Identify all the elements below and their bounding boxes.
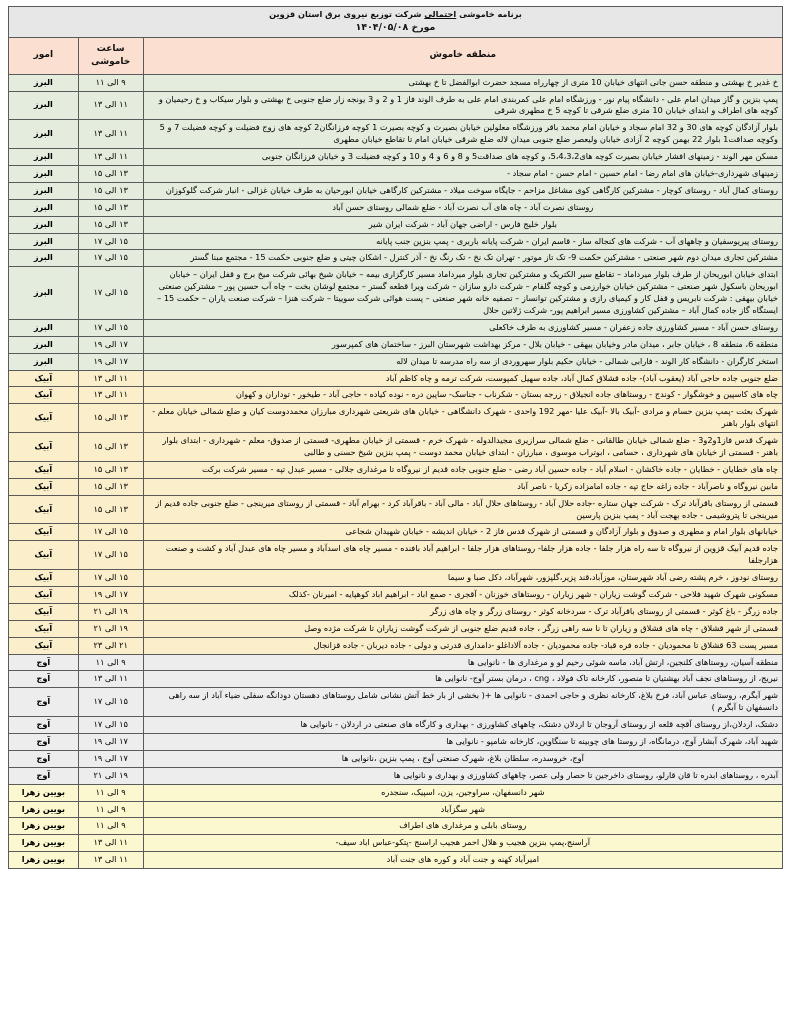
cell-region: استخر کارگران - دانشگاه کار الوند - فارابی شمالی - خیابان حکیم بلوار سهروردی از سه راه مدرسه تا میدان لاله [143,353,782,370]
cell-region: روستای کمال آباد - روستای کوچار - مشترکین کارگاهی کوی مشاغل مزاحم - جایگاه سوخت میلاد - مشترکین کارگاهی خیابان ابورحیان به طرف خیابان غزالی - انبار شرکت گلوکوزان [143,182,782,199]
cell-department: آبیک [9,478,79,495]
cell-time: ۹ الی ۱۱ [78,654,143,671]
cell-region: آراسنج،پمپ بنزین هجیب و هلال احمر هجیب اراسنج -پتکو-عباس اباد سیف- [143,835,782,852]
cell-region: مسکن مهر الوند - زمینهای افشار خیابان بصیرت کوچه های5،4،3،2، و کوچه های صداقت5 و 8 و 6 و 4 و 10 و کوچه فضیلت 3 و خیابان فرزانگان جنوبی [143,149,782,166]
table-row [9,91,783,120]
cell-region: منطقه آسیان، روستاهای کلنجین، ارتش آباد، ماسه شوئی رحیم لو و مرغداری ها - نانوایی ها [143,654,782,671]
cell-region: شهرک بعثت -پمپ بنزین حسام و مرادی -آبیک بالا -آبیک علیا -مهر 192 واحدی - شهرک دانشگاهی - خیابان های شریعتی شهرداری مبارزان محمددوست کیان و ضلع شمالی خیابان معلم - انتهای بلوار باهنر [143,404,782,433]
cell-department: آبیک [9,541,79,570]
table-row [9,495,783,524]
cell-department: آبیک [9,603,79,620]
cell-time: ۹ الی ۱۱ [78,74,143,91]
cell-department: آوج [9,734,79,751]
column-header-row [9,37,783,74]
cell-region: مسکونی شهرک شهید فلاحی - شرکت گوشت زیاران - شهر زیاران - روستاهای خوزنان - آقجری - صمع اباد - ابراهیم اباد کوهپایه - امیرنان -کذلک [143,587,782,604]
cell-time: ۱۹ الی ۲۱ [78,620,143,637]
table-row [9,637,783,654]
table-row [9,784,783,801]
cell-time: ۱۵ الی ۱۷ [78,541,143,570]
cell-department: آبیک [9,461,79,478]
cell-region: نیریج، از روستاهای نجف آباد بهشتیان تا منصور، کارخانه تاک فولاد ، cng ، درمان بستر آوج- نانوایی ها [143,671,782,688]
cell-department: آبیک [9,637,79,654]
cell-region: روستای پیریوسفیان و چاههای آب - شرکت های کنجاله ساز - قاسم ایران - شرکت پایانه باربری - پمپ بنزین جنب پایانه [143,233,782,250]
outage-rows [9,74,783,869]
cell-region: مسیر پست 63 قشلاق تا محمودیان - جاده فره قباد- جاده محمودیان - جاده آلاداغلو -دامداری قدرتی و دولی - جاده دیربان - جاده قزانجال [143,637,782,654]
cell-department: بویین زهرا [9,784,79,801]
cell-department: بویین زهرا [9,801,79,818]
table-row [9,319,783,336]
table-row [9,620,783,637]
cell-department: البرز [9,336,79,353]
table-row [9,835,783,852]
table-row [9,433,783,462]
cell-time: ۱۳ الی ۱۵ [78,165,143,182]
cell-region: شهر دانسفهان، سراوجین، یزن، اسپیک، سنجدره [143,784,782,801]
document-date: مورخ ۱۴۰۴/۰۵/۰۸ [355,21,436,33]
cell-department: البرز [9,74,79,91]
cell-time: ۱۳ الی ۱۵ [78,478,143,495]
cell-region: ضلع جنوبی جاده حاجی آباد (یعقوب آباد)- جاده قشلاق کمال آباد، جاده سهیل کمپوست، شرکت ترمه و چاه کاظم آباد [143,370,782,387]
cell-time: ۱۳ الی ۱۵ [78,404,143,433]
cell-region: پمپ بنزین و گاز میدان امام علی - دانشگاه پیام نور - ورزشگاه امام علی کمربندی امام علی به طرف الوند فاز 1 و 2 و 3 یونجه زار ضلع جنوبی خ بهشتی و بلوار سیکاب و خ رحیمیان و کوچه های اطراف و ابتدای خیابان 10 متری ضلع شرقی تا کوچه 5 خ مطهری شرقی [143,91,782,120]
cell-time: ۱۱ الی ۱۳ [78,91,143,120]
cell-department: آوج [9,717,79,734]
table-row [9,165,783,182]
cell-time: ۹ الی ۱۱ [78,784,143,801]
table-row [9,852,783,869]
cell-region: دشتک، اردلان،از روستای آقچه قلعه از روستای آروجان تا اردلان دشتک، چاههای کشاورزی - بهداری و کارگاه های صنعتی در اردلان - نانوایی ها [143,717,782,734]
cell-department: بویین زهرا [9,835,79,852]
table-row [9,233,783,250]
cell-region: خیابانهای بلوار امام و مطهری و صدوق و بلوار آزادگان و قسمتی از شهرک قدس فاز 2 - خیابان اندیشه - خیابان شهیدان شجاعی [143,524,782,541]
cell-region: روستای حسن آباد - مسیر کشاورزی جاده زعفران - مسیر کشاورزی به طرف خاکعلی [143,319,782,336]
title-underlined-word: احتمالی [424,9,457,19]
table-row [9,818,783,835]
cell-region: شهر سگزآباد [143,801,782,818]
table-row [9,182,783,199]
cell-department: البرز [9,120,79,149]
cell-department: البرز [9,216,79,233]
cell-region: شهر آبگرم، روستای عباس آباد، فرخ بلاغ، کارخانه نظری و حاجی احمدی - نانوایی ها +( بخشی از بار خط آتش نشانی شامل روستاهای دهستان دودانگه سفلی ضیاء آباد از سه راهی دانسفهان تا آبگرم ) [143,688,782,717]
cell-time: ۱۵ الی ۱۷ [78,319,143,336]
table-row [9,524,783,541]
cell-time: ۱۷ الی ۱۹ [78,734,143,751]
cell-region: قسمتی از روستای باقرآباد ترک - شرکت جهان ستاره -جاده حلال آباد - روستاهای حلال آباد - مالی آباد - باقرآباد کرد - بهرام آباد - قسمتی از روستای میرینجی - ضلع جنوبی جاده قدیم از میرینجی تا پتروشیمی - جاده بهجت آباد - پمپ بنزین پارسین [143,495,782,524]
cell-region: زمینهای شهرداری-خیابان های امام رضا - امام حسین - امام حسن - امام سجاد - [143,165,782,182]
column-header-department: امور [9,37,79,74]
table-row [9,461,783,478]
cell-region: چاه های کاسپین و خوشگوار - کوندج - روستاهای جاده انجیلاق - زرجه بستان - شکرناب - جناسک- ساپین دره - نوده کیاده - حاجی آباد - طیخور - توداران و کهوان [143,387,782,404]
cell-time: ۱۳ الی ۱۵ [78,182,143,199]
cell-region: منطقه 6، منطقه 8 ، خیابان جابر ، میدان مادر وخیابان بیهقی - خیابان بلال - مرکز بهداشت شهرستان البرز - ساختمان های کمپرسور [143,336,782,353]
table-row [9,336,783,353]
cell-region: مشترکین تجاری میدان دوم شهر صنعتی - مشترکین حکمت 9- تک تاز موتور - تهران تک نخ - تک رنگ نخ - آذر کنترل - اشکان چیتی و ضلع جنوبی حکمت 15 - مجتمع مبنا گستر [143,250,782,267]
cell-time: ۱۷ الی ۱۹ [78,587,143,604]
cell-department: آبیک [9,524,79,541]
cell-time: ۱۹ الی ۲۱ [78,603,143,620]
cell-department: آبیک [9,404,79,433]
table-row [9,671,783,688]
cell-time: ۱۱ الی ۱۳ [78,370,143,387]
cell-time: ۱۷ الی ۱۹ [78,336,143,353]
cell-department: البرز [9,199,79,216]
column-header-region: منطقه خاموش [143,37,782,74]
cell-time: ۱۳ الی ۱۵ [78,216,143,233]
cell-department: البرز [9,91,79,120]
table-row [9,199,783,216]
cell-region: آبدره ، روستاهای ابدره تا قان قارلو، روستای داخرجین تا حصار ولی عصر، چاههای کشاورزی و بهداری و نانوایی ها [143,767,782,784]
cell-department: البرز [9,149,79,166]
outage-schedule-table [8,6,783,869]
cell-time: ۱۳ الی ۱۵ [78,433,143,462]
table-row [9,801,783,818]
cell-time: ۱۳ الی ۱۵ [78,495,143,524]
cell-time: ۱۵ الی ۱۷ [78,250,143,267]
table-row [9,734,783,751]
table-row [9,603,783,620]
cell-department: آبیک [9,620,79,637]
cell-department: البرز [9,353,79,370]
table-row [9,654,783,671]
cell-department: آوج [9,654,79,671]
cell-department: البرز [9,233,79,250]
cell-department: آبیک [9,587,79,604]
table-row [9,387,783,404]
cell-department: آوج [9,750,79,767]
cell-region: چاه های خطایان - خطایان - جاده خاکشان - اسلام آباد - جاده حسین آباد رضی - ضلع جنوبی جاده قدیم از نیروگاه تا مرغداری جلالی - مسیر عبدل تپه - مسیر شرکت برکت [143,461,782,478]
cell-time: ۱۵ الی ۱۷ [78,688,143,717]
table-row [9,74,783,91]
title-prefix: برنامه خاموشی [456,9,522,19]
document-title-cell [9,7,783,38]
table-row [9,216,783,233]
cell-region: آوج، خروسدره، سلطان بلاغ، شهرک صنعتی آوج ، پمپ بنزین ،نانوایی ها [143,750,782,767]
cell-department: آبیک [9,387,79,404]
cell-department: البرز [9,267,79,320]
cell-time: ۱۱ الی ۱۳ [78,387,143,404]
cell-time: ۹ الی ۱۱ [78,801,143,818]
cell-time: ۲۱ الی ۲۳ [78,637,143,654]
cell-time: ۱۱ الی ۱۳ [78,852,143,869]
cell-department: البرز [9,182,79,199]
cell-department: البرز [9,250,79,267]
cell-department: بویین زهرا [9,852,79,869]
cell-time: ۱۱ الی ۱۳ [78,149,143,166]
cell-time: ۱۵ الی ۱۷ [78,717,143,734]
cell-time: ۱۵ الی ۱۷ [78,570,143,587]
cell-region: ابتدای خیابان ابوریحان از طرف بلوار میرداماد – تقاطع سیر الکتریک و مشترکین تجاری بلوار میرداماد مسیر کارگزاری بیمه – خیابان شیخ بهائی شرکت میخ برج و قفل ایران – خیابان ابوریحان باسکول شهر صنعتی – مشترکین خیابان خوارزمی و کوچه گلفام – شرکت دارو سازان – شرکت ویرا قطعه گستر – مجتمع لوشان بخت – چاه آب حسین پور – مشترکین صنعتی خیابان بیهقی : شرکت نابریس و قفل کار و کیمیای رازی و مشترکین توانساز – تصفیه خانه شهر صنعتی – پست هوائی شرکت سوییتا – شرکت هنزا – شرکت صنعت یاران – حکمت 15 – ایستگاه گاز جاده کمال آباد – مشترکین کشاورزی مسیر ابراهیم پور- شرکت ژلاتین حلال [143,267,782,320]
cell-region: روستای نصرت آباد - چاه های آب نصرت آباد - ضلع شمالی روستای حسن آباد [143,199,782,216]
cell-time: ۱۳ الی ۱۵ [78,199,143,216]
cell-region: قسمتی از شهر قشلاق - چاه های قشلاق و زیاران تا نا سه راهی زرگر ، جاده قدیم ضلع جنوبی از شرکت گوشت زیاران تا شرکت مژده وصل [143,620,782,637]
cell-department: البرز [9,165,79,182]
table-row [9,767,783,784]
table-row [9,587,783,604]
cell-time: ۱۷ الی ۱۹ [78,750,143,767]
cell-region: بلوار آزادگان کوچه های 30 و 32 امام سجاد و خیابان امام محمد باقر ورزشگاه معلولین خیابان بصیرت و کوچه بصیرت 1 کوچه فرزانگان2 کوچه های زوج فضیلت و کوچه فضیلت 7 و 5 وکوچه صداقت1 بلوار 22 بهمن کوچه 2 آزادی خیابان ولیعصر ضلع جنوبی میدان لاله ضلع شرقی خیابان امام تا تقاطع خیابان مطهری [143,120,782,149]
cell-time: ۱۵ الی ۱۷ [78,267,143,320]
cell-region: شهرک قدس فاز1و2و3 - ضلع شمالی خیابان طالقانی - ضلع شمالی سرازیری مجیدالدوله - شهرک خرم - قسمتی از خیابان مطهری- قسمتی از صدوق- معلم - شهرداری - ابتدای بلوار باهنر - قسمتی از خیابان های شهرداری ، حسامی ، ابوتراب موسوی ، مبارزان - ابتدای خیابان محمد دوست - پمپ بنزین شیخ حسنی و طالبی [143,433,782,462]
cell-department: آوج [9,767,79,784]
table-row [9,353,783,370]
table-row [9,717,783,734]
cell-department: آبیک [9,433,79,462]
cell-region: بلوار خلیج فارس - اراضی جهان آباد - شرکت ایران شیر [143,216,782,233]
cell-time: ۱۱ الی ۱۳ [78,835,143,852]
table-row [9,120,783,149]
table-row [9,750,783,767]
cell-region: جاده زرگر - باغ کوثر - قسمتی از روستای باقرآباد ترک - سردخانه کوثر - روستای زرگر و چاه های زرگر [143,603,782,620]
cell-time: ۱۵ الی ۱۷ [78,524,143,541]
table-row [9,370,783,387]
table-row [9,267,783,320]
table-row [9,541,783,570]
cell-time: ۱۱ الی ۱۳ [78,671,143,688]
cell-region: جاده قدیم آبیک قزوین از نیروگاه تا سه راه هزار جلفا - جاده هزار جلفا- روستاهای هزار جلفا - ابراهیم آباد بافنده - مسیر چاه های اسدآباد و مسیر چاه های عبدل آباد و کشت و صنعت هزارجلفا [143,541,782,570]
table-row [9,149,783,166]
table-row [9,688,783,717]
cell-time: ۱۱ الی ۱۳ [78,120,143,149]
cell-department: بویین زهرا [9,818,79,835]
title-row [9,7,783,38]
cell-region: روستای بابلی و مرغداری های اطراف [143,818,782,835]
cell-department: آبیک [9,370,79,387]
table-row [9,404,783,433]
cell-time: ۹ الی ۱۱ [78,818,143,835]
cell-department: آوج [9,671,79,688]
cell-region: خ غدیر خ بهشتی و منطقه حسن جانی انتهای خیابان 10 متری از چهارراه مسجد حضرت ابوالفضل تا خ بهشتی [143,74,782,91]
column-header-time: ساعت خاموشی [78,37,143,74]
cell-department: آبیک [9,570,79,587]
cell-department: آوج [9,688,79,717]
cell-time: ۱۹ الی ۲۱ [78,767,143,784]
cell-department: البرز [9,319,79,336]
cell-time: ۱۳ الی ۱۵ [78,461,143,478]
cell-region: روستای نودوز ، خرم پشته رضی آباد شهرستان، موزآباد،قند پزیر،گلپزور، شهرآباد، دکل صبا و سیما [143,570,782,587]
cell-time: ۱۷ الی ۱۹ [78,353,143,370]
cell-region: شهید آباد، شهرک آبشار آوج، درمانگاه، از روستا های چوبینه تا سنگاوین، کارخانه شامپو - نانوایی ها [143,734,782,751]
table-row [9,478,783,495]
table-row [9,250,783,267]
title-suffix: شرکت توزیع نیروی برق استان قزوین [269,9,425,19]
table-row [9,570,783,587]
cell-region: امیرآباد کهنه و جنت آباد و کوره های جنت آباد [143,852,782,869]
cell-time: ۱۵ الی ۱۷ [78,233,143,250]
document-title [13,9,778,21]
cell-region: مابین نیروگاه و ناصرآباد - جاده زاغه حاج تپه - جاده امامزاده زکریا - ناصر آباد [143,478,782,495]
cell-department: آبیک [9,495,79,524]
